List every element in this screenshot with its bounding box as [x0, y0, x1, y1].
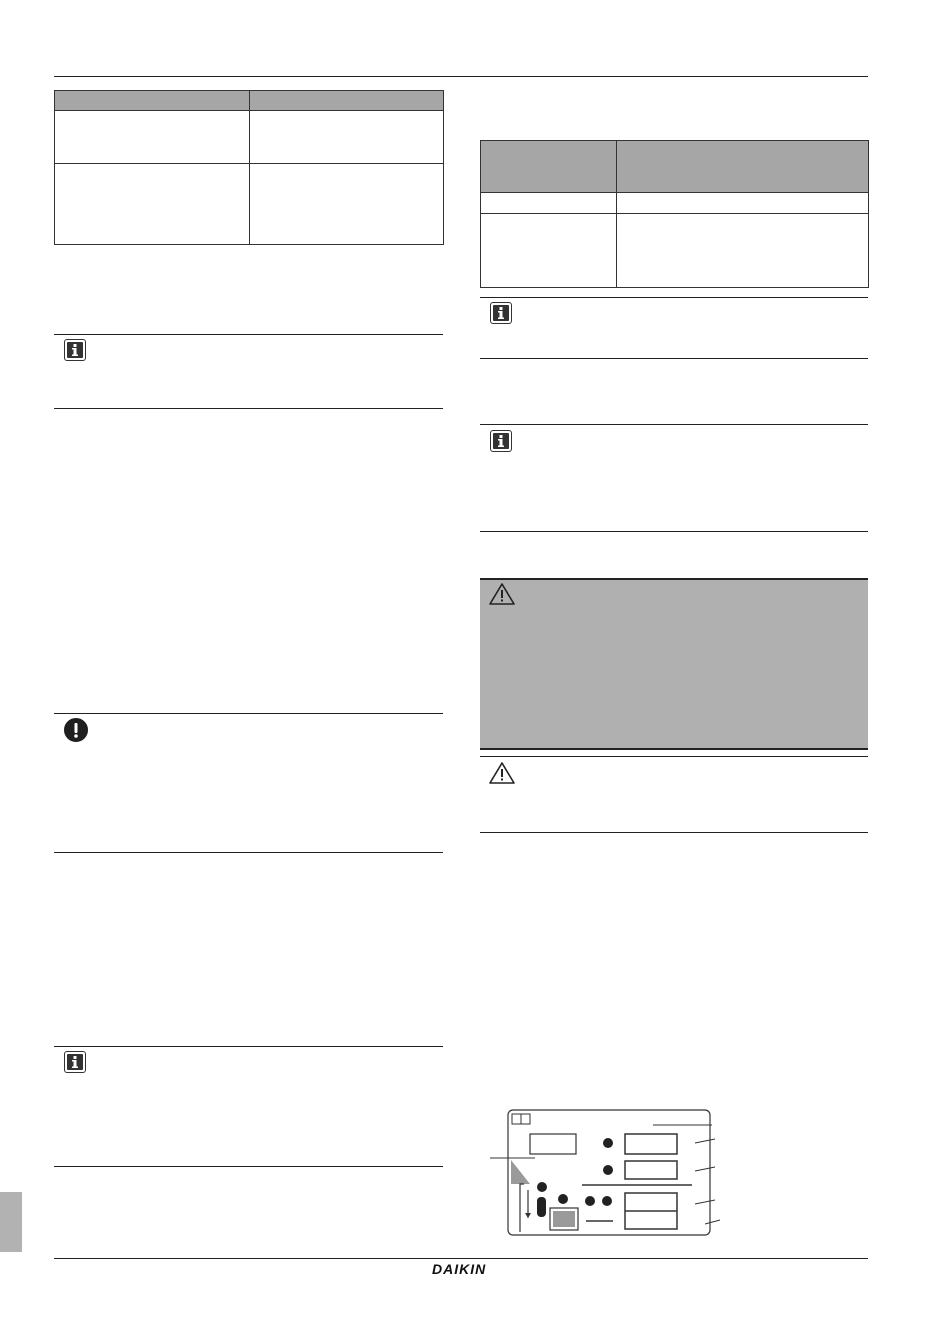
brand-logo: DAIKIN — [432, 1261, 487, 1277]
table-header-cell — [55, 91, 250, 111]
caution-box-bottom-rule — [480, 832, 868, 833]
led — [537, 1182, 547, 1192]
info-icon — [490, 430, 512, 452]
table-cell — [481, 214, 617, 288]
table-header-cell — [617, 141, 869, 193]
grey-button-fill — [553, 1211, 575, 1227]
table-header-cell — [481, 141, 617, 193]
warning-box-bottom-rule — [480, 748, 868, 750]
warning-box — [480, 578, 868, 748]
table-header-row — [55, 91, 444, 111]
info-box-top-rule — [480, 424, 868, 425]
right-table — [480, 140, 869, 288]
table-cell — [481, 193, 617, 214]
table-header-cell — [250, 91, 444, 111]
warning-box-top-rule — [480, 578, 868, 580]
table-cell — [55, 164, 250, 245]
left-table — [54, 90, 444, 245]
table-row — [481, 193, 869, 214]
footer-rule — [54, 1258, 868, 1259]
info-box-top-rule — [54, 1046, 443, 1047]
info-box-bottom-rule — [54, 1166, 443, 1167]
led — [603, 1138, 613, 1148]
service-panel-diagram — [480, 1100, 740, 1240]
chapter-side-tab — [0, 1192, 22, 1252]
exclamation-icon — [64, 718, 88, 742]
display-box — [530, 1134, 576, 1154]
led — [585, 1196, 595, 1206]
notice-box-bottom-rule — [54, 852, 443, 853]
warning-triangle-icon — [488, 582, 516, 606]
led — [602, 1196, 612, 1206]
caution-box-top-rule — [480, 756, 868, 757]
table-row — [55, 164, 444, 245]
warning-triangle-icon — [488, 761, 516, 785]
info-box-top-rule — [480, 297, 868, 298]
table-header-row — [481, 141, 869, 193]
table-cell — [617, 214, 869, 288]
info-icon — [490, 302, 512, 324]
table-cell — [250, 164, 444, 245]
info-box-bottom-rule — [480, 358, 868, 359]
table-row — [481, 214, 869, 288]
table-cell — [617, 193, 869, 214]
info-icon — [64, 339, 86, 361]
info-box-bottom-rule — [480, 531, 868, 532]
led — [558, 1194, 568, 1204]
table-cell — [250, 111, 444, 164]
table-cell — [55, 111, 250, 164]
display-window — [625, 1161, 677, 1179]
display-window — [625, 1134, 677, 1154]
info-box-bottom-rule — [54, 408, 443, 409]
table-row — [55, 111, 444, 164]
header-rule — [54, 76, 868, 77]
led — [603, 1165, 613, 1175]
info-icon — [64, 1051, 86, 1073]
cylinder — [537, 1197, 546, 1217]
notice-box-top-rule — [54, 713, 443, 714]
info-box-top-rule — [54, 334, 443, 335]
